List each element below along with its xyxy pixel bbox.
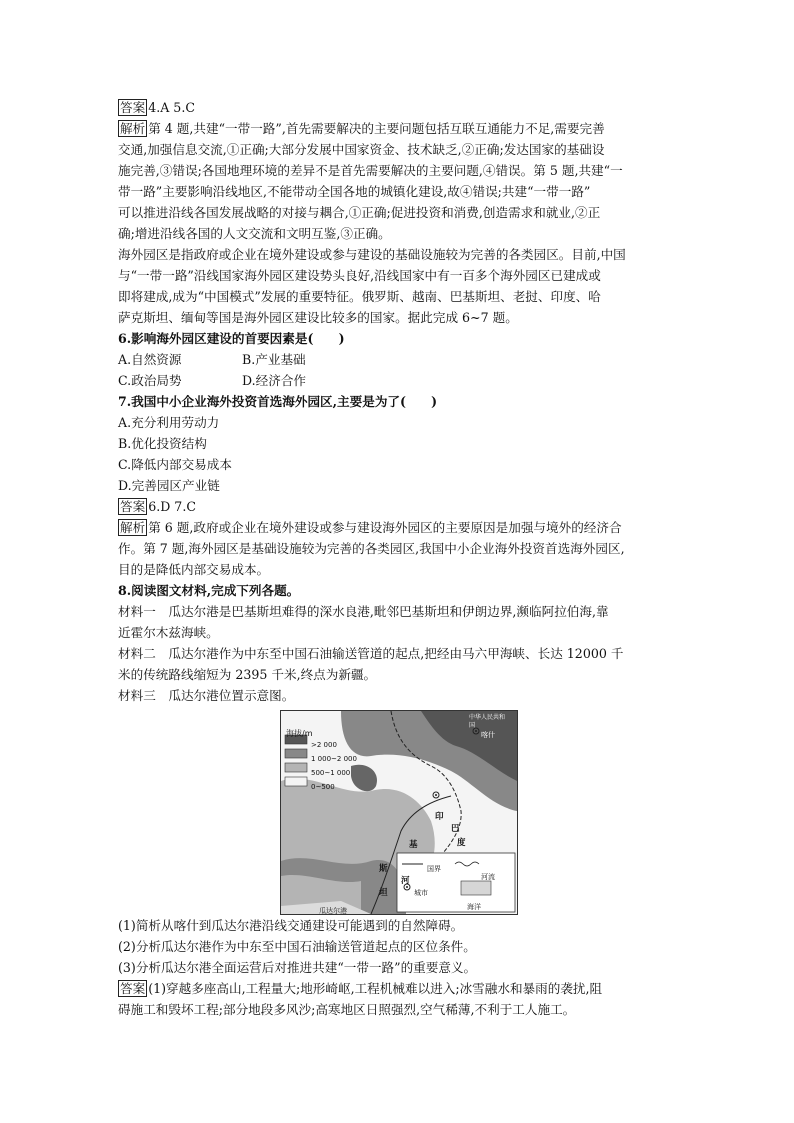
answer-line-8 (118, 978, 678, 999)
legend-swatch (285, 749, 307, 758)
subquestion: (3)分析瓜达尔港全面运营后对推进共建“一带一路”的重要意义。 (118, 960, 477, 975)
answer-tag: 答案 (120, 981, 146, 996)
legend-swatch (285, 777, 307, 786)
option: C.降低内部交易成本 (118, 457, 232, 472)
passage-line: 即将建成,成为“中国模式”发展的重要特征。俄罗斯、越南、巴基斯坦、老挝、印度、哈 (118, 289, 601, 304)
option: D.经济合作 (242, 373, 307, 388)
key-sea-label: 海洋 (467, 903, 481, 911)
analysis-line: 作。第 7 题,海外园区是基础设施较为完善的各类园区,我国中小企业海外投资首选海外园区, (118, 541, 625, 556)
material-line: 材料二 瓜达尔港作为中东至中国石油输送管道的起点,把经由马六甲海峡、长达 12000 千 (118, 646, 624, 661)
kashgar-label: 喀什 (481, 731, 495, 739)
analysis-line: 带一路”主要影响沿线地区,不能带动全国各地的城镇化建设,故④错误;共建“一带一路” (118, 184, 591, 199)
analysis-text: 第 4 题,共建“一带一路”,首先需要解决的主要问题包括互联互通能力不足,需要完善 (148, 121, 605, 136)
analysis-line: 确;增进沿线各国的人文交流和文明互鉴,③正确。 (118, 226, 391, 241)
analysis-line: 目的是降低内部交易成本。 (118, 562, 270, 577)
material-line: 材料三 瓜达尔港位置示意图。 (118, 688, 295, 703)
pakistan-label-4: 坦 (379, 888, 388, 898)
option: A.自然资源 (118, 352, 182, 367)
question-7-stem: 7.我国中小企业海外投资首选海外园区,主要是为了( ) (118, 394, 438, 409)
answer-text: (1)穿越多座高山,工程量大;地形崎岖,工程机械难以进入;冰雪融水和暴雨的袭扰,阻 (148, 981, 603, 996)
option: A.充分利用劳动力 (118, 415, 220, 430)
option: C.政治局势 (118, 373, 182, 388)
legend-swatch (285, 763, 307, 772)
option: B.产业基础 (242, 352, 306, 367)
material-line: 米的传统路线缩短为 2395 千米,终点为新疆。 (118, 667, 377, 682)
gwadar-label: 瓜达尔港 (319, 907, 347, 915)
pakistan-label-2: 基 (409, 840, 418, 850)
material-line: 近霍尔木兹海峡。 (118, 625, 219, 640)
question-6-options-row (118, 349, 678, 370)
legend-label: 0~500 (311, 783, 335, 791)
legend-title: 海拔/m (286, 729, 313, 738)
analysis-line: 施完善,③错误;各国地理环境的差异不是首先需要解决的主要问题,④错误。第 5 题,共建“一 (118, 163, 623, 178)
analysis-line (118, 517, 678, 538)
india-label-1: 印 (435, 812, 444, 822)
option: B.优化投资结构 (118, 436, 207, 451)
passage-line: 与“一带一路”沿线国家海外园区建设势头良好,沿线国家中有一百多个海外园区已建成或 (118, 268, 601, 283)
material-line: 材料一 瓜达尔港是巴基斯坦难得的深水良港,毗邻巴基斯坦和伊朗边界,濒临阿拉伯海,靠 (118, 604, 609, 619)
document-page (118, 97, 678, 1020)
answer-text: 6.D 7.C (148, 499, 196, 514)
china-label: 中华人民共和国 (469, 714, 506, 729)
subquestion: (2)分析瓜达尔港作为中东至中国石油输送管道起点的区位条件。 (118, 939, 476, 954)
answer-line-6-7 (118, 496, 678, 517)
india-label-2: 度 (457, 838, 466, 848)
analysis-line (118, 118, 678, 139)
analysis-text: 第 6 题,政府或企业在境外建设或参与建设海外园区的主要原因是加强与境外的经济合 (148, 520, 622, 535)
analysis-line: 可以推进沿线各国发展战略的对接与耦合,①正确;促进投资和消费,创造需求和就业,②正 (118, 205, 601, 220)
question-6-stem: 6.影响海外园区建设的首要因素是( ) (118, 331, 345, 346)
pakistan-label-3: 斯 (379, 864, 388, 874)
option: D.完善园区产业链 (118, 478, 220, 493)
question-6-options-row (118, 370, 678, 391)
key-city-label: 城市 (414, 889, 428, 897)
answer-text: 4.A 5.C (148, 100, 195, 115)
key-border-label: 国界 (427, 865, 441, 873)
passage-line: 萨克斯坦、缅甸等国是海外园区建设比较多的国家。据此完成 6~7 题。 (118, 310, 518, 325)
legend-label: 500~1 000 (311, 769, 351, 777)
question-8-stem: 8.阅读图文材料,完成下列各题。 (118, 583, 300, 598)
analysis-tag: 解析 (120, 121, 146, 136)
answer-line-4-5 (118, 97, 678, 118)
answer-line: 碍施工和毁坏工程;部分地段多风沙;高寒地区日照强烈,空气稀薄,不利于工人施工。 (118, 1002, 576, 1017)
pakistan-label-1: 巴 (451, 824, 460, 834)
subquestion: (1)简析从喀什到瓜达尔港沿线交通建设可能遇到的自然障碍。 (118, 918, 464, 933)
analysis-tag: 解析 (120, 520, 146, 535)
river-label: 河 (401, 876, 410, 886)
legend-label: 1 000~2 000 (311, 755, 357, 763)
gwadar-location-map (280, 710, 518, 915)
answer-tag: 答案 (120, 100, 146, 115)
analysis-line: 交通,加强信息交流,①正确;大部分发展中国家资金、技术缺乏,②正确;发达国家的基础设 (118, 142, 605, 157)
key-river-label: 河流 (481, 873, 495, 881)
answer-tag: 答案 (120, 499, 146, 514)
passage-line: 海外园区是指政府或企业在境外建设或参与建设的基础设施较为完善的各类园区。目前,中国 (118, 247, 626, 262)
legend-label: >2 000 (311, 741, 337, 749)
